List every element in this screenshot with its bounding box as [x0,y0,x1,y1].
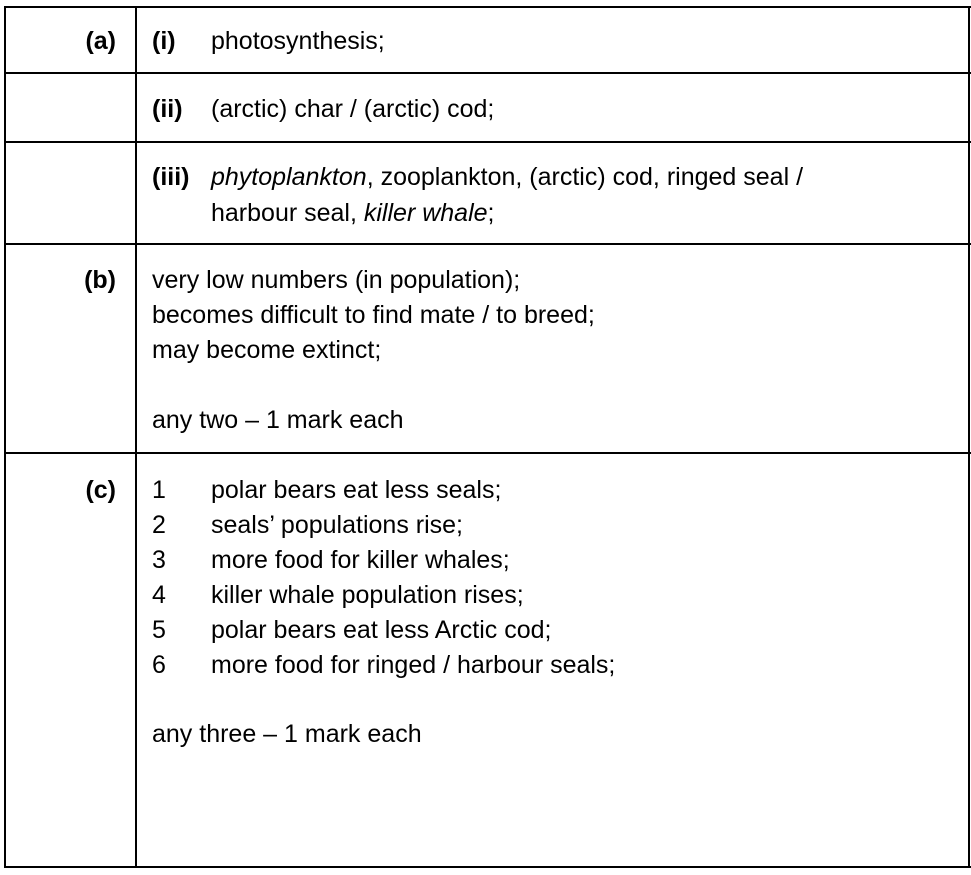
table-border-top [4,6,971,8]
part-a-iii-label: (iii) [152,163,190,191]
row-divider-a-ii [4,72,971,74]
part-c-item-number: 2 [152,511,166,539]
food-chain-end-punct: ; [487,199,495,227]
food-chain-middle-2: harbour seal, [211,199,364,227]
part-a-i-answer: photosynthesis; [211,27,385,55]
part-b-point-1: very low numbers (in population); [152,266,521,294]
part-c-item-text: more food for killer whales; [211,546,510,574]
food-chain-apex-organism: killer whale [363,199,488,227]
food-chain-middle: , zooplankton, (arctic) cod, ringed seal / [366,163,804,191]
part-c-item-text: polar bears eat less Arctic cod; [211,616,552,644]
row-divider-c [4,452,971,454]
table-border-bottom [4,866,971,868]
table-border-right [968,6,970,868]
part-b-mark-allocation: any two – 1 mark each [152,406,404,434]
part-c-item-number: 1 [152,476,166,504]
part-c-item-text: polar bears eat less seals; [211,476,502,504]
part-c-item-number: 4 [152,581,166,609]
table-border-left [4,6,6,868]
part-a-iii-answer-line-2 [211,196,495,231]
part-c-mark-allocation: any three – 1 mark each [152,720,422,748]
mark-scheme-table [4,6,971,868]
part-a-i-label: (i) [152,27,176,55]
part-b-point-2: becomes difficult to find mate / to breed; [152,301,595,329]
row-divider-b [4,243,971,245]
part-c-item-number: 6 [152,651,166,679]
part-a-ii-answer: (arctic) char / (arctic) cod; [211,95,495,123]
part-c-item-number: 5 [152,616,166,644]
part-c-item-text: more food for ringed / harbour seals; [211,651,616,679]
part-b-label: (b) [84,266,116,294]
part-c-item-text: seals’ populations rise; [211,511,463,539]
part-a-label: (a) [85,27,116,55]
row-divider-a-iii [4,141,971,143]
part-c-label: (c) [85,476,116,504]
food-chain-start-organism: phytoplankton [211,163,367,191]
part-c-item-text: killer whale population rises; [211,581,524,609]
part-a-ii-label: (ii) [152,95,183,123]
part-a-iii-answer-line-1 [211,160,803,195]
column-divider [135,6,137,868]
part-b-point-3: may become extinct; [152,336,382,364]
part-c-item-number: 3 [152,546,166,574]
